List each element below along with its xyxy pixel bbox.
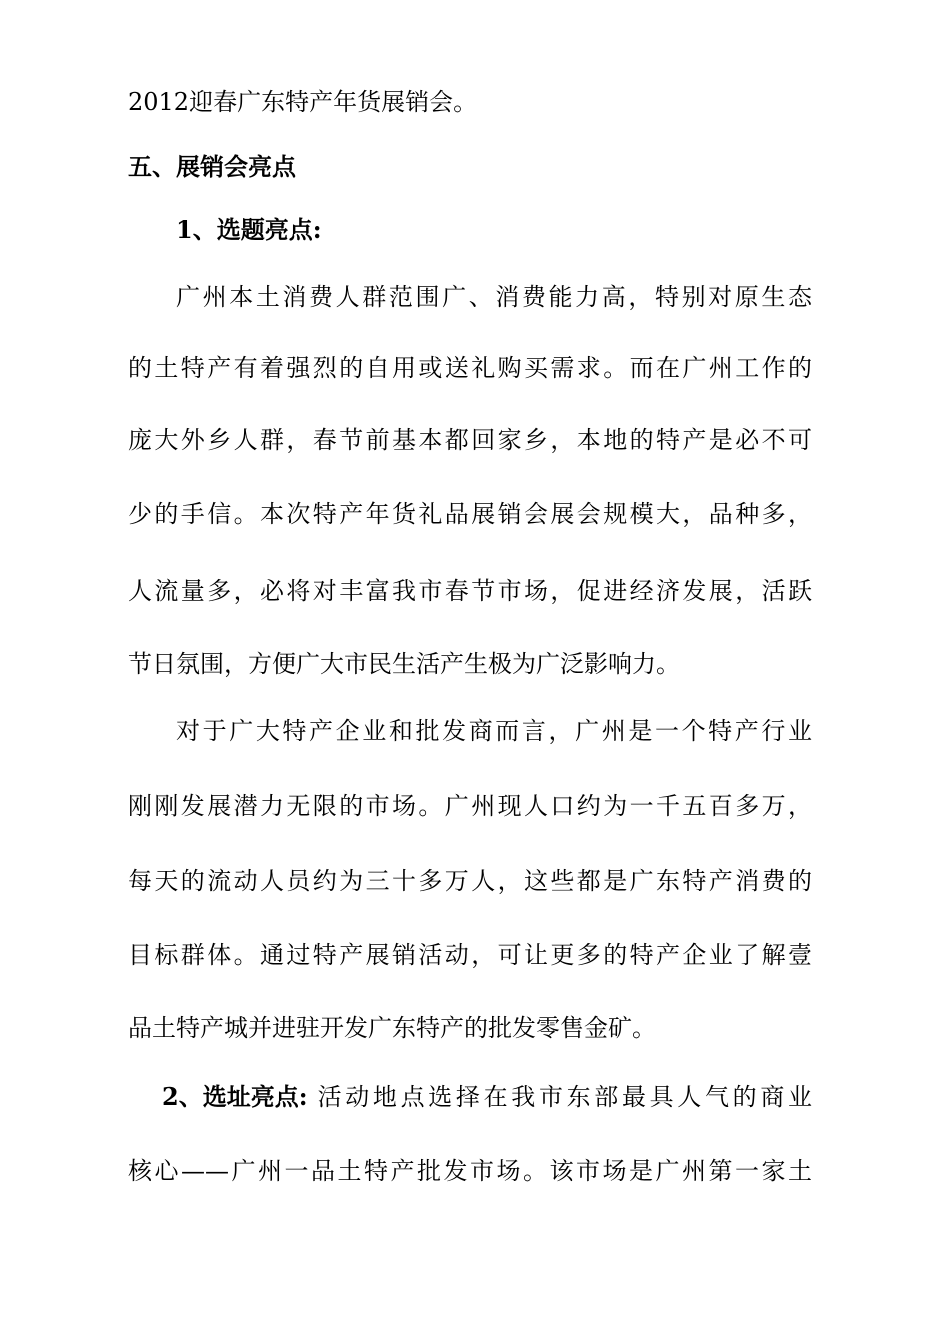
- paragraph-2-line: 刚刚发展潜力无限的市场。广州现人口约为一千五百多万，: [128, 792, 812, 820]
- highlight-2-heading: 2、选址亮点:: [162, 1082, 308, 1111]
- paragraph-1-line: 庞大外乡人群，春节前基本都回家乡，本地的特产是必不可: [128, 426, 812, 454]
- intro-tail-line: 2012迎春广东特产年货展销会。: [128, 88, 478, 116]
- paragraph-1-line: 人流量多，必将对丰富我市春节市场，促进经济发展，活跃: [128, 577, 812, 605]
- paragraph-2-line: 品土特产城并进驻开发广东特产的批发零售金矿。: [128, 1014, 656, 1042]
- highlight-2-first-line: [162, 1081, 812, 1113]
- paragraph-1-line: 节日氛围，方便广大市民生活产生极为广泛影响力。: [128, 650, 680, 678]
- paragraph-1-line: 少的手信。本次特产年货礼品展销会展会规模大，品种多，: [128, 500, 812, 528]
- paragraph-1-line: 的土特产有着强烈的自用或送礼购买需求。而在广州工作的: [128, 354, 812, 382]
- highlight-2-line: 核心——广州一品土特产批发市场。该市场是广州第一家土: [128, 1157, 812, 1185]
- highlight-1-heading: 1、选题亮点:: [176, 215, 322, 244]
- paragraph-2-line: 目标群体。通过特产展销活动，可让更多的特产企业了解壹: [128, 941, 812, 969]
- section-heading: 五、展销会亮点: [128, 152, 296, 181]
- paragraph-2-line: 每天的流动人员约为三十多万人，这些都是广东特产消费的: [128, 867, 812, 895]
- paragraph-2-line: 对于广大特产企业和批发商而言，广州是一个特产行业: [176, 717, 812, 745]
- highlight-2-first-line-text: 活动地点选择在我市东部最具人气的商业: [317, 1083, 812, 1111]
- paragraph-1-line: 广州本土消费人群范围广、消费能力高，特别对原生态: [176, 283, 812, 311]
